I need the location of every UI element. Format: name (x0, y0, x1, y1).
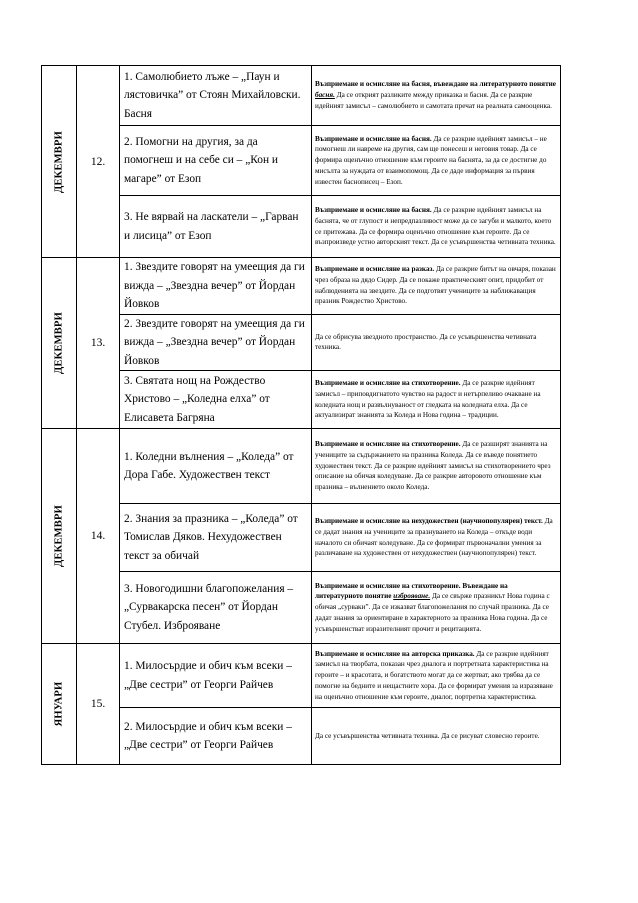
month-label: ЯНУАРИ (53, 681, 65, 727)
lesson-row (42, 429, 561, 504)
lesson-row (42, 66, 561, 126)
week-number: 14. (77, 429, 120, 644)
month-label: ДЕКЕМВРИ (53, 505, 65, 567)
objective-text: Да се разширят знанията на учениците за съдържанието на празника Коледа. Да се въведе понятието художествен текст. Да се разкрие идейният замисъл на стихотворението чрез описание на обичая коледуване. Да се разкрие авторовото отношение към празника – вълнението около Коледа. (315, 440, 551, 492)
lesson-objectives (312, 66, 561, 126)
lesson-topic: 2. Знания за празника – „Коледа” от Томислав Дяков. Нехудожествен текст за обичай (120, 504, 312, 572)
lesson-topic: 1. Звездите говорят на умеещия да ги вижда – „Звездна вечер” от Йордан Йовков (120, 258, 312, 315)
lesson-objectives (312, 196, 561, 258)
objective-heading: Възприемане и осмисляне на басня, въвеждане на литературното понятие (315, 80, 556, 89)
lesson-row (42, 504, 561, 572)
lesson-objectives (312, 504, 561, 572)
lesson-topic: 1. Самолюбието лъже – „Паун и лястовичка” от Стоян Михайловски. Басня (120, 66, 312, 126)
week-number: 15. (77, 644, 120, 765)
lesson-topic: 3. Святата нощ на Рождество Христово – „Коледна елха” от Елисавета Багряна (120, 371, 312, 429)
objective-heading: Възприемане и осмисляне на басня. (315, 134, 432, 143)
objective-heading: Възприемане и осмисляне на стихотворение. Въвеждане на литературното понятие (315, 581, 508, 601)
lesson-row (42, 371, 561, 429)
week-number: 13. (77, 258, 120, 429)
month-label: ДЕКЕМВРИ (53, 130, 65, 193)
lesson-topic: 3. Не вярвай на ласкатели – „Гарван и лисица” от Езоп (120, 196, 312, 258)
month-label: ДЕКЕМВРИ (53, 312, 65, 374)
objective-text: Да се разкрие идейният замисъл на творбата, показан чрез диалога и портретната характеристика на героите – и красотата, и богатството могат да се жертват, ако трябва да се помогне на бедните и нещастните хора. Да се формират умения за изразяване на оценъчно отношение към героите, диалог, портретна характеристика. (315, 649, 553, 701)
objective-text: Да се свърже празникът Нова година с обичая „сурвaки”. Да се изказват благопожелания по случай празника. Да се дадат знания за ориентиране в характерното за празника Нова година. Да се усъвършенстват изразителният прочит и рецитацията. (315, 592, 550, 633)
lesson-objectives (312, 429, 561, 504)
lesson-topic: 2. Помогни на другия, за да помогнеш и на себе си – „Кон и магаре” от Езоп (120, 126, 312, 196)
lesson-objectives (312, 371, 561, 429)
objective-heading: Възприемане и осмисляне на разказ. (315, 265, 435, 274)
lesson-objectives (312, 644, 561, 708)
lesson-row (42, 572, 561, 644)
objective-text: Да се усъвършенства четивната техника. Да се рисуват словесно героите. (315, 731, 540, 740)
lesson-row (42, 314, 561, 371)
lesson-objectives (312, 708, 561, 765)
objective-heading: Възприемане и осмисляне на нехудожествен (научнопопулярен) текст. (315, 517, 543, 526)
literary-term: басня. (315, 91, 335, 100)
week-number: 12. (77, 66, 120, 258)
objective-text: Да се разкрие битът на овчаря, показан чрез образа на дядо Сидер. Да се покаже практическият опит, придобит от наблюденията на звездите. Да се подготвят учениците за наближаващия празник Рождество Христово. (315, 265, 556, 306)
objective-heading: Възприемане и осмисляне на басня. (315, 206, 432, 215)
lesson-row (42, 258, 561, 315)
lesson-objectives (312, 258, 561, 315)
objective-text: Да се разкрие идейният замисъл – не помогнеш ли навреме на другия, сам ще понесеш и неговия товар. Да се формира оценъчно отношение към героите на баснята, за да се достигне до мисълта за нуждата от взаимопомощ. Да се даде информация за първия известен баснописец – Езоп. (315, 134, 547, 186)
lesson-objectives (312, 572, 561, 644)
month-cell (42, 644, 77, 765)
lesson-row (42, 644, 561, 708)
lesson-topic: 1. Милосърдие и обич към всеки – „Две сестри” от Георги Райчев (120, 644, 312, 708)
objective-text: Да се дадат знания на учениците за празнуването на Коледа – откъде води началото си обичаят коледуване. Да се формират първоначални умения за различаване на художествен от нехудожествен (научнопопулярен) текст. (315, 517, 553, 558)
lesson-topic: 1. Коледни вълнения – „Коледа” от Дора Габе. Художествен текст (120, 429, 312, 504)
month-cell (42, 258, 77, 429)
objective-text: Да се открият разликите между приказка и басня. Да се разкрие идейният замисъл – самолюбието и самотата пречат на реалната самооценка. (315, 91, 552, 110)
objective-heading: Възприемане и осмисляне на стихотворение. (315, 379, 461, 388)
literary-term: изброяване. (393, 592, 431, 601)
lesson-plan-table (41, 65, 561, 765)
objective-text: Да се разкрие идейният замисъл на баснята, че от глупост и непредпазливост може да се загуби и малкото, което се притежава. Да се формира оценъчно отношение към героите. Да се възпроизведе устно авторският текст. Да се усъвършенства четивната техника. (315, 206, 556, 247)
objective-heading: Възприемане и осмисляне на авторска приказка. (315, 649, 475, 658)
objective-text: Да се разкрие идейният замисъл – приповдигнатото чувство на радост и нетърпеливо очакване на коледната нощ и развълнуваност от гледката на коледната елха. Да се актуализират знанията за Коледа и Нова година – традиции. (315, 379, 541, 420)
lesson-row (42, 196, 561, 258)
objective-text: Да се обрисува звездното пространство. Да се усъвършенства четивната техника. (315, 332, 537, 352)
lesson-objectives (312, 314, 561, 371)
objective-heading: Възприемане и осмисляне на стихотворение. (315, 440, 461, 449)
lesson-topic: 3. Новогодишни благопожелания – „Сурвакарска песен” от Йордан Стубел. Изброяване (120, 572, 312, 644)
lesson-row (42, 708, 561, 765)
lesson-topic: 2. Милосърдие и обич към всеки – „Две сестри” от Георги Райчев (120, 708, 312, 765)
month-cell (42, 429, 77, 644)
lesson-objectives (312, 126, 561, 196)
lesson-row (42, 126, 561, 196)
month-cell (42, 66, 77, 258)
lesson-topic: 2. Звездите говорят на умеещия да ги вижда – „Звездна вечер” от Йордан Йовков (120, 314, 312, 371)
